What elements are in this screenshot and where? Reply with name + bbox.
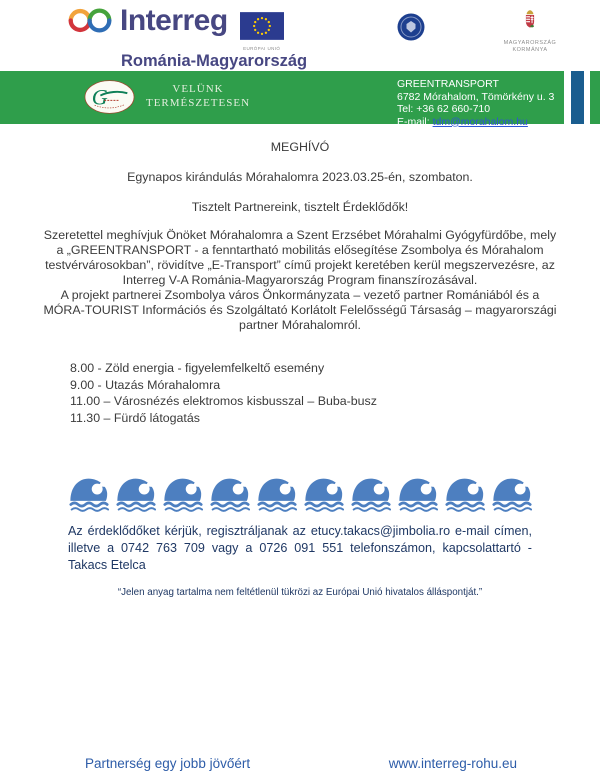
wave-icon: [492, 476, 532, 513]
interreg-wordmark: Interreg: [120, 4, 228, 37]
hungary-gov-block: [475, 6, 585, 54]
wave-icon: [257, 476, 297, 513]
partners-paragraph: A projekt partnerei Zsombolya város Önkormányzata – vezető partner Romániából és a MÓRA-TOURIST Információs és Szolgáltató Korlátolt Felelősségű Társaság – magyarországi partner Mórahalomról.: [43, 288, 557, 332]
email-link[interactable]: tdm@morahalom.hu: [432, 115, 528, 128]
hungary-gov-line1: MAGYARORSZÁG: [503, 40, 557, 46]
program-title: Románia-Magyarország: [121, 52, 308, 70]
wave-icon: [210, 476, 250, 513]
tagline: [138, 82, 258, 110]
tagline-line2: TERMÉSZETESEN: [145, 97, 251, 109]
eu-flag-caption: EURÓPAI UNIÓ: [243, 46, 281, 51]
registration-paragraph: Az érdeklődőket kérjük, regisztráljanak az etucy.takacs@jimbolia.ro e-mail címen, illetve a 0742 763 709 vagy a 0726 091 551 telefonszámon, kapcsolattartó - Takacs Etelca: [68, 524, 532, 572]
hungary-gov-line2: KORMÁNYA: [512, 47, 548, 53]
svg-text:G: G: [91, 84, 108, 110]
org-address: 6782 Mórahalom, Tömörkény u. 3: [397, 90, 555, 103]
footer-slogan: Partnerség egy jobb jövőért: [85, 756, 251, 771]
org-name: GREENTRANSPORT: [397, 78, 499, 90]
schedule-item: 9.00 - Utazás Mórahalomra: [70, 377, 221, 392]
schedule-item: 11.30 – Fürdő látogatás: [70, 410, 200, 425]
document-body: [0, 124, 600, 600]
wave-icon: [445, 476, 485, 513]
wave-icon: [163, 476, 203, 513]
tagline-line1: VELÜNK: [172, 83, 224, 95]
footer: [85, 756, 517, 771]
wave-icon: [69, 476, 109, 513]
org-phone: Tel: +36 62 660-710: [397, 103, 491, 115]
wave-icon: [351, 476, 391, 513]
hungary-coat-of-arms-icon: [521, 20, 539, 37]
banner-green-stripe: [590, 71, 600, 124]
trip-subtitle: Egynapos kirándulás Mórahalomra 2023.03.25-én, szombaton.: [127, 170, 473, 184]
wave-icon: [116, 476, 156, 513]
eu-disclaimer: “Jelen anyag tartalma nem feltétlenül tükrözi az Európai Unió hivatalos álláspontját.”: [117, 587, 483, 598]
eu-flag-block: [240, 12, 284, 51]
banner-white-gap: [564, 71, 571, 124]
org-contact-block: [397, 78, 554, 128]
romania-gov-seal-icon: [397, 13, 425, 46]
greeting-line: Tisztelt Partnereink, tisztelt Érdeklődők!: [191, 200, 409, 214]
email-label: E-mail:: [397, 115, 430, 128]
wave-icon: [304, 476, 344, 513]
eu-flag-icon: [240, 27, 284, 44]
greentransport-logo-icon: [84, 79, 136, 120]
green-banner: [0, 71, 600, 128]
hungary-gov-caption: [475, 40, 585, 54]
interreg-infinity-icon: [66, 4, 114, 42]
footer-website-link[interactable]: www.interreg-rohu.eu: [388, 756, 517, 771]
banner-blue-stripe: [571, 71, 584, 124]
header: [0, 0, 600, 71]
intro-paragraph: Szeretettel meghívjuk Önöket Mórahalomra a Szent Erzsébet Mórahalmi Gyógyfürdőbe, mely a „GREENTRANSPORT - a fenntartható mobilitás elősegítése Zsombolya és Mórahalom testvérvárosokban”, rövidítve „E-Transport” című projekt keretében kerül megszervezésre, az Interreg V-A Románia-Magyarország Program finanszírozásával.: [43, 228, 557, 287]
schedule-item: 8.00 - Zöld energia - figyelemfelkeltő esemény: [70, 361, 325, 375]
invitation-title: MEGHÍVÓ: [270, 140, 330, 154]
wave-row: [0, 476, 600, 513]
schedule-list: [0, 360, 600, 426]
wave-icon: [398, 476, 438, 513]
schedule-item: 11.00 – Városnézés elektromos kisbusszal – Buba-busz: [70, 394, 377, 408]
